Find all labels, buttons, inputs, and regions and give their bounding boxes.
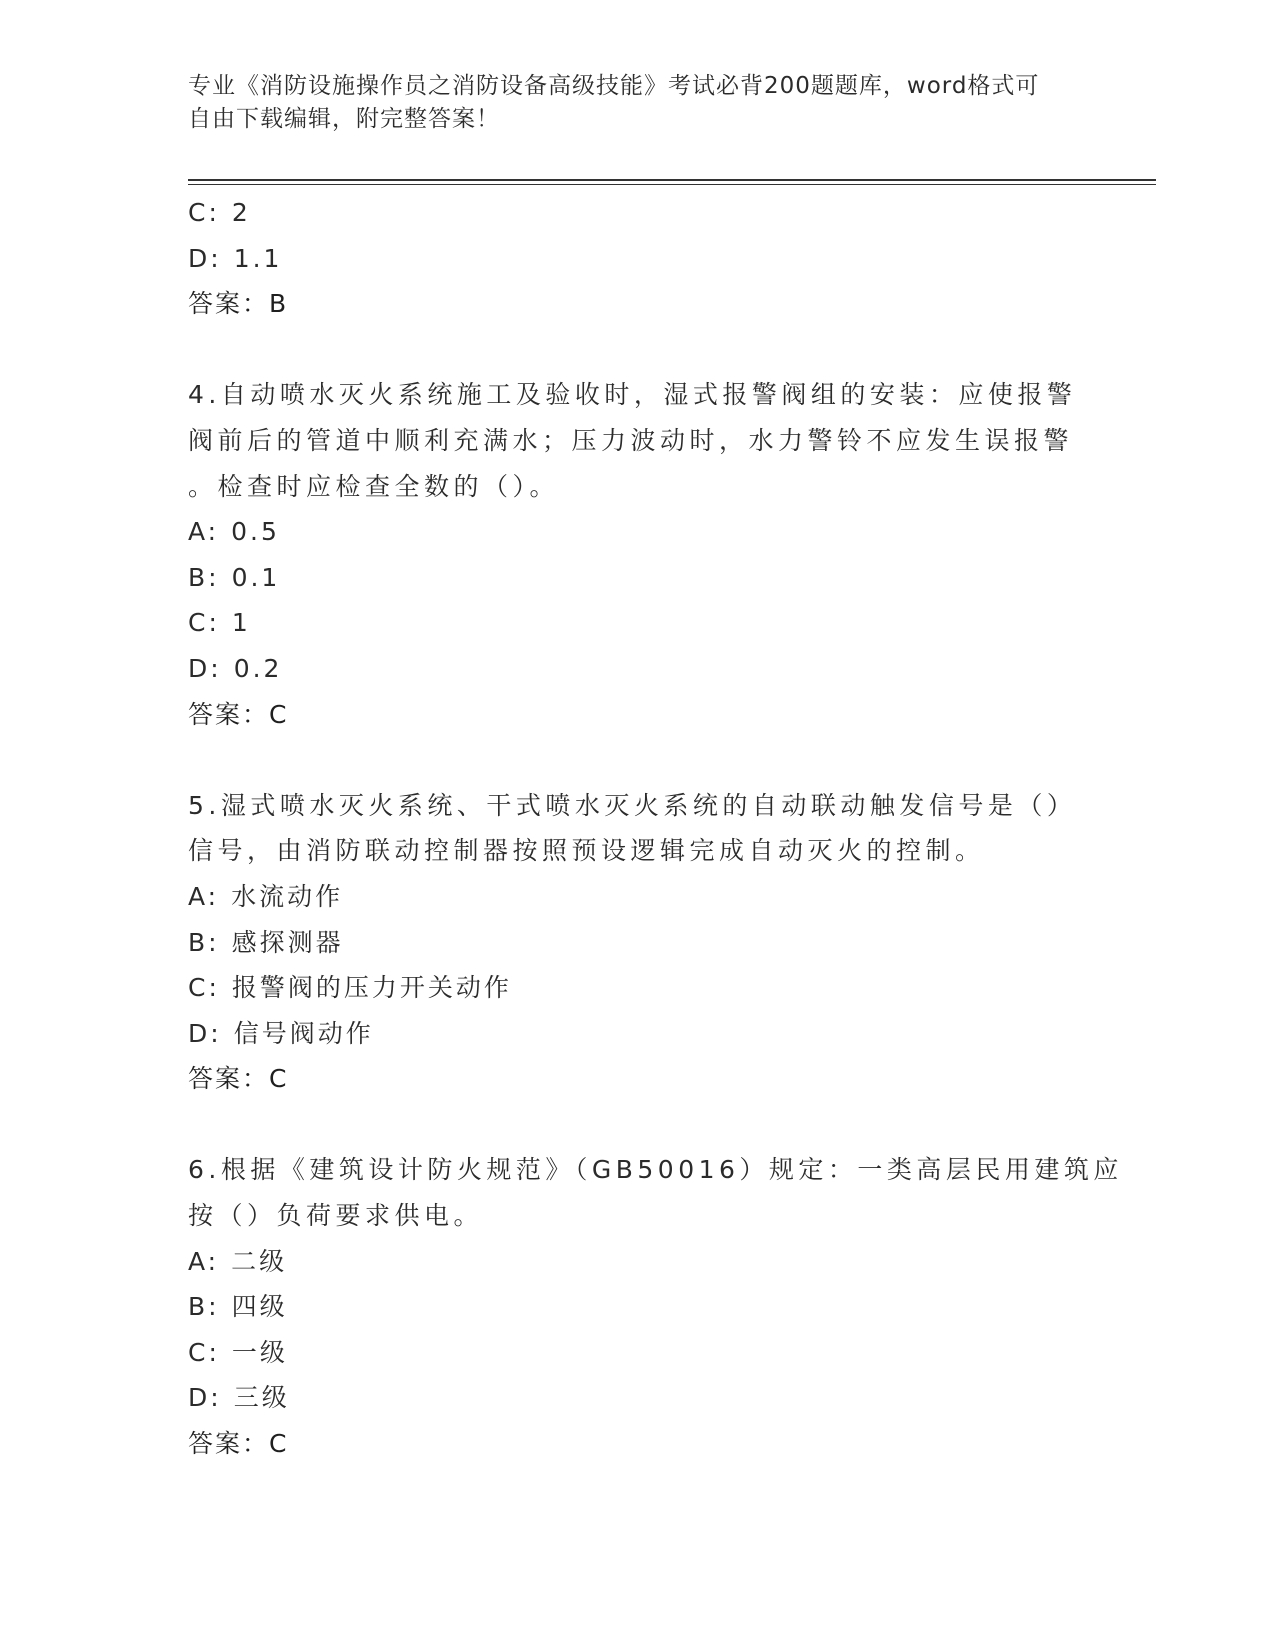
stem-line: 5.湿式喷水灭火系统、干式喷水灭火系统的自动联动触发信号是（）	[188, 790, 1077, 820]
option-b	[188, 1284, 1088, 1330]
question-4	[188, 372, 1088, 737]
option-letter: B:	[188, 562, 220, 592]
question-3-continuation	[188, 190, 1088, 327]
option-d	[188, 236, 1088, 282]
header-divider-thick	[188, 179, 1156, 181]
answer-line: 答案：C	[188, 699, 289, 729]
question-gap	[188, 327, 1088, 373]
option-letter: D:	[188, 243, 222, 273]
option-letter: C:	[188, 973, 220, 1003]
option-text: 2	[231, 198, 251, 227]
option-letter: D:	[188, 653, 222, 683]
answer-line: 答案：C	[188, 1429, 289, 1459]
question-gap	[188, 737, 1088, 783]
question-stem	[188, 372, 1088, 509]
option-text: 0.1	[231, 562, 281, 592]
option-text: 三级	[233, 1383, 290, 1413]
option-b	[188, 555, 1088, 601]
option-b	[188, 920, 1088, 966]
option-a	[188, 874, 1088, 920]
option-text: 二级	[231, 1246, 288, 1276]
header-title-line-1: 专业《消防设施操作员之消防设备高级技能》考试必背200题题库，word格式可	[188, 73, 1040, 99]
document-header	[188, 70, 1088, 136]
question-5	[188, 783, 1088, 1102]
option-text: 四级	[231, 1292, 288, 1322]
option-d	[188, 1011, 1088, 1057]
option-a	[188, 1239, 1088, 1285]
option-text: 信号阀动作	[233, 1018, 374, 1048]
option-letter: A:	[188, 517, 220, 547]
stem-line: 信号，由消防联动控制器按照预设逻辑完成自动灭火的控制。	[188, 836, 985, 866]
question-6	[188, 1147, 1123, 1466]
stem-line: 按（）负荷要求供电。	[188, 1201, 484, 1231]
question-stem	[188, 783, 1088, 874]
option-letter: D:	[188, 1018, 222, 1048]
option-letter: A:	[188, 881, 220, 911]
answer-line: 答案：B	[188, 289, 289, 319]
option-letter: A:	[188, 1246, 220, 1276]
option-text: 1	[231, 608, 251, 638]
option-text: 一级	[231, 1337, 288, 1367]
option-a	[188, 509, 1088, 555]
question-content	[188, 190, 1123, 1467]
option-c	[188, 965, 1088, 1011]
option-d	[188, 1375, 1088, 1421]
option-c	[188, 190, 1088, 236]
stem-line: 4.自动喷水灭火系统施工及验收时，湿式报警阀组的安装：应使报警	[188, 380, 1077, 410]
option-text: 水流动作	[231, 881, 344, 911]
stem-line: 6.根据《建筑设计防火规范》（GB50016）规定：一类高层民用建筑应	[188, 1155, 1123, 1185]
option-letter: B:	[188, 927, 220, 957]
option-c	[188, 600, 1088, 646]
question-gap	[188, 1102, 1088, 1148]
option-text: 报警阀的压力开关动作	[231, 973, 512, 1003]
option-letter: C:	[188, 608, 220, 638]
option-text: 感探测器	[231, 927, 344, 957]
option-text: 0.2	[233, 653, 283, 683]
question-stem	[188, 1147, 1123, 1238]
option-text: 0.5	[231, 517, 280, 547]
header-title-line-2: 自由下载编辑，附完整答案！	[188, 106, 500, 132]
answer-line: 答案：C	[188, 1064, 289, 1094]
stem-line: 。检查时应检查全数的（）。	[188, 471, 560, 501]
option-letter: B:	[188, 1292, 220, 1322]
option-text: 1.1	[233, 243, 283, 273]
option-letter: C:	[188, 1337, 220, 1367]
option-letter: C:	[188, 198, 220, 227]
stem-line: 阀前后的管道中顺利充满水；压力波动时，水力警铃不应发生误报警	[188, 425, 1074, 455]
option-d	[188, 646, 1088, 692]
option-letter: D:	[188, 1383, 222, 1413]
header-divider-thin	[188, 184, 1156, 185]
option-c	[188, 1330, 1088, 1376]
